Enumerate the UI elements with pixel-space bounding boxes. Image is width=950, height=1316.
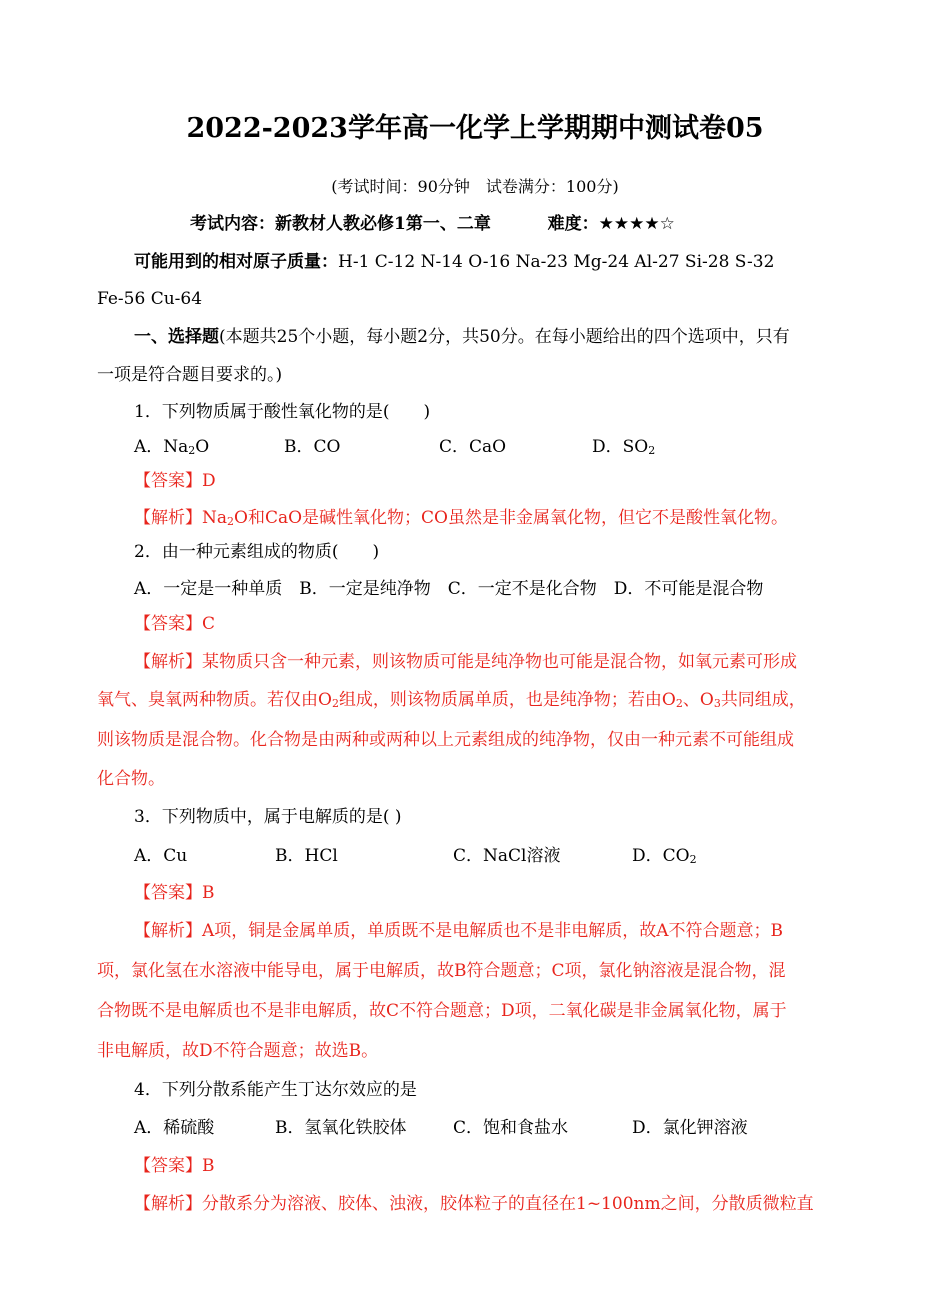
q1-option-d: D．$SO_2$ — [592, 437, 656, 457]
atomic-mass-line-1 — [134, 251, 774, 273]
atomic-mass-values-2: Fe-56 Cu-64 — [97, 289, 203, 309]
section1-desc-1: (本题共25个小题，每小题2分，共50分。在每小题给出的四个选项中，只有 — [219, 327, 790, 347]
q4-option-b: B．氢氧化铁胶体 — [275, 1118, 407, 1138]
atomic-mass-label: 可能用到的相对原子质量： — [134, 252, 338, 272]
q3-option-d: D．$CO_2$ — [632, 846, 697, 866]
q1-stem: 1．下列物质属于酸性氧化物的是( ) — [134, 402, 431, 422]
answer-tag: 【答案】 — [134, 471, 202, 491]
q3-option-c: C．NaCl溶液 — [453, 846, 561, 866]
q2-options: A．一定是一种单质 B．一定是纯净物 C．一定不是化合物 D．不可能是混合物 — [134, 579, 764, 599]
exam-content — [190, 213, 675, 235]
q2-analysis-2: 氧气、臭氧两种物质。若仅由$O_2$组成，则该物质属单质，也是纯净物；若由$O_2$、$O_3$共同组成， — [97, 690, 806, 710]
q3-answer: 【答案】B — [134, 883, 215, 903]
q2-stem: 2．由一种元素组成的物质( ) — [134, 542, 380, 562]
q3-stem: 3．下列物质中，属于电解质的是( ) — [134, 807, 402, 827]
q2-analysis-4: 化合物。 — [97, 769, 165, 789]
analysis-tag: 【解析】 — [134, 508, 202, 528]
answer-tag: 【答案】 — [134, 614, 202, 634]
section1-heading: 一、选择题 — [134, 327, 219, 347]
section1-desc-2: 一项是符合题目要求的。) — [97, 365, 283, 385]
q4-option-a: A．稀硫酸 — [134, 1118, 215, 1138]
q2-answer: 【答案】C — [134, 614, 216, 634]
difficulty-stars: ★★★★☆ — [598, 214, 675, 234]
q1-option-c: C．CaO — [439, 437, 507, 457]
analysis-tag: 【解析】 — [134, 1194, 202, 1214]
answer-tag: 【答案】 — [134, 1156, 202, 1176]
q1-analysis: 【解析】$Na_2O$和CaO是碱性氧化物；CO虽然是非金属氧化物，但它不是酸性氧化物。 — [134, 508, 788, 528]
analysis-tag: 【解析】 — [134, 652, 202, 672]
q3-analysis-3: 合物既不是电解质也不是非电解质，故C不符合题意；D项，二氧化碳是非金属氧化物，属于 — [97, 1001, 787, 1021]
difficulty-label: 难度： — [547, 214, 599, 234]
content-label: 考试内容：新教材人教必修1第一、二章 — [190, 214, 491, 234]
q1-option-a: A．$Na_2O$ — [134, 437, 210, 457]
q3-option-b: B．HCl — [275, 846, 338, 866]
q2-analysis-3: 则该物质是混合物。化合物是由两种或两种以上元素组成的纯净物，仅由一种元素不可能组成 — [97, 730, 794, 750]
q1-answer: 【答案】D — [134, 471, 216, 491]
q3-analysis-2: 项，氯化氢在水溶液中能导电，属于电解质，故B符合题意；C项，氯化钠溶液是混合物，混 — [97, 961, 786, 981]
q4-option-c: C．饱和食盐水 — [453, 1118, 569, 1138]
section1-heading-line — [134, 326, 790, 348]
q4-option-d: D．氯化钾溶液 — [632, 1118, 748, 1138]
analysis-tag: 【解析】 — [134, 921, 202, 941]
q3-option-a: A．Cu — [134, 846, 188, 866]
page-title: 2022-2023学年高一化学上学期期中测试卷05 — [186, 113, 764, 144]
q1-option-b: B．CO — [284, 437, 341, 457]
exam-info: (考试时间：90分钟 试卷满分：100分) — [331, 177, 619, 196]
atomic-mass-values-1: H-1 C-12 N-14 O-16 Na-23 Mg-24 Al-27 Si-28 S-32 — [338, 252, 775, 272]
q3-analysis-1: 【解析】A项，铜是金属单质，单质既不是电解质也不是非电解质，故A不符合题意；B — [134, 921, 784, 941]
q3-analysis-4: 非电解质，故D不符合题意；故选B。 — [97, 1041, 379, 1061]
q4-answer: 【答案】B — [134, 1156, 215, 1176]
answer-tag: 【答案】 — [134, 883, 202, 903]
q4-analysis-1: 【解析】分散系分为溶液、胶体、浊液，胶体粒子的直径在1~100nm之间，分散质微粒直 — [134, 1194, 814, 1214]
q4-stem: 4．下列分散系能产生丁达尔效应的是 — [134, 1080, 417, 1100]
q2-analysis-1: 【解析】某物质只含一种元素，则该物质可能是纯净物也可能是混合物，如氧元素可形成 — [134, 652, 797, 672]
